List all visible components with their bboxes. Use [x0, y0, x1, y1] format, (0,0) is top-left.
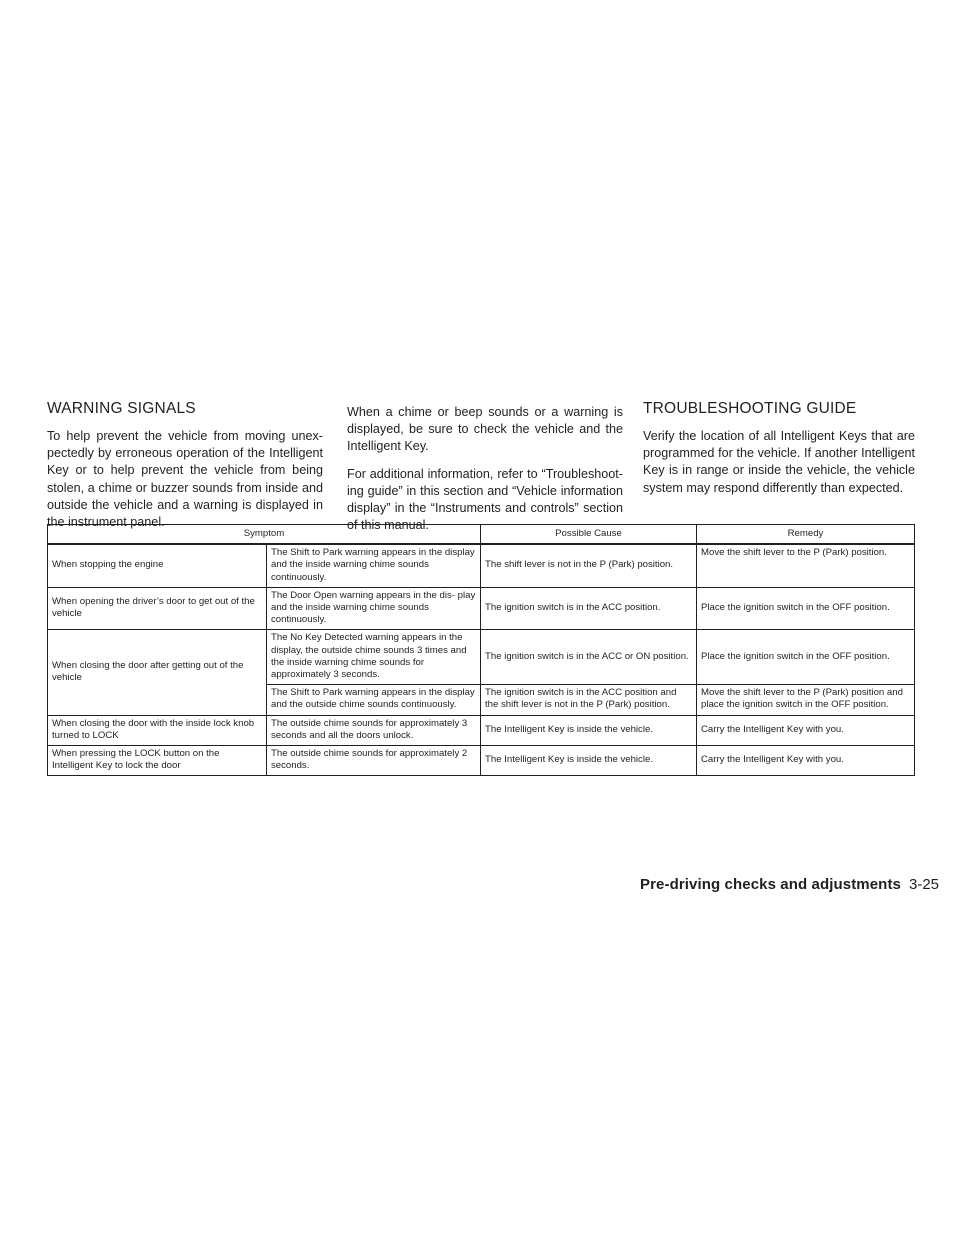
- warning-signals-column-continued: [347, 400, 623, 544]
- remedy-header: Remedy: [697, 525, 915, 545]
- condition-cell: When stopping the engine: [48, 544, 267, 587]
- condition-cell: When closing the door after getting out of the vehicle: [48, 630, 267, 715]
- cause-cell: The Intelligent Key is inside the vehicle.: [481, 746, 697, 776]
- cause-cell: The Intelligent Key is inside the vehicle.: [481, 715, 697, 745]
- table-row: [48, 587, 915, 630]
- remedy-cell: Move the shift lever to the P (Park) position and place the ignition switch in the OFF position.: [697, 685, 915, 715]
- table-header-row: [48, 525, 915, 545]
- symptom-cell: The Door Open warning appears in the dis- play and the inside warning chime sounds continuously.: [267, 587, 481, 630]
- troubleshooting-paragraph: Verify the location of all Intelligent Keys that are programmed for the vehicle. If another Intelligent Key is in range or inside the vehicle, the vehicle system may respond differently than expected.: [643, 429, 915, 495]
- warning-signals-heading: WARNING SIGNALS: [47, 400, 196, 417]
- table-row: [48, 746, 915, 776]
- warning-signals-paragraph: To help prevent the vehicle from moving unex- pectedly by erroneous operation of the Intelligent Key or to help prevent the vehicle from being stolen, a chime or buzzer sounds from inside and outside the vehicle and a warning is displayed in the instrument panel.: [47, 429, 323, 530]
- troubleshooting-column: [643, 400, 915, 507]
- remedy-cell: Move the shift lever to the P (Park) position.: [697, 544, 915, 587]
- table-row: [48, 715, 915, 745]
- condition-cell: When opening the driver’s door to get out of the vehicle: [48, 587, 267, 630]
- possible-cause-header: Possible Cause: [481, 525, 697, 545]
- troubleshooting-table: [47, 524, 915, 776]
- remedy-cell: Place the ignition switch in the OFF position.: [697, 587, 915, 630]
- cause-cell: The ignition switch is in the ACC position.: [481, 587, 697, 630]
- table-row: [48, 630, 915, 685]
- section-title: Pre-driving checks and adjustments: [640, 876, 901, 893]
- cause-cell: The ignition switch is in the ACC position and the shift lever is not in the P (Park) position.: [481, 685, 697, 715]
- symptom-cell: The Shift to Park warning appears in the display and the inside warning chime sounds continuously.: [267, 544, 481, 587]
- page-number: 3-25: [908, 876, 940, 893]
- condition-cell: When pressing the LOCK button on the Intelligent Key to lock the door: [48, 746, 267, 776]
- check-vehicle-paragraph: When a chime or beep sounds or a warning is displayed, be sure to check the vehicle and the Intelligent Key.: [347, 405, 623, 454]
- remedy-cell: Carry the Intelligent Key with you.: [697, 715, 915, 745]
- additional-info-paragraph: For additional information, refer to “Troubleshoot- ing guide” in this section and “Vehicle information display” in the “Instruments and controls” section of this manual.: [347, 466, 623, 533]
- remedy-cell: Carry the Intelligent Key with you.: [697, 746, 915, 776]
- cause-cell: The shift lever is not in the P (Park) position.: [481, 544, 697, 587]
- table-row: [48, 544, 915, 587]
- symptom-header: Symptom: [48, 525, 481, 545]
- warning-signals-column: [47, 400, 323, 541]
- symptom-cell: The outside chime sounds for approximately 3 seconds and all the doors unlock.: [267, 715, 481, 745]
- cause-cell: The ignition switch is in the ACC or ON position.: [481, 630, 697, 685]
- symptom-cell: The outside chime sounds for approximately 2 seconds.: [267, 746, 481, 776]
- page-footer: [640, 876, 940, 893]
- remedy-cell: Place the ignition switch in the OFF position.: [697, 630, 915, 685]
- symptom-cell: The Shift to Park warning appears in the display and the outside chime sounds continuously.: [267, 685, 481, 715]
- troubleshooting-heading: TROUBLESHOOTING GUIDE: [643, 400, 857, 417]
- symptom-cell: The No Key Detected warning appears in the display, the outside chime sounds 3 times and the inside warning chime sounds for approximately 3 seconds.: [267, 630, 481, 685]
- condition-cell: When closing the door with the inside lock knob turned to LOCK: [48, 715, 267, 745]
